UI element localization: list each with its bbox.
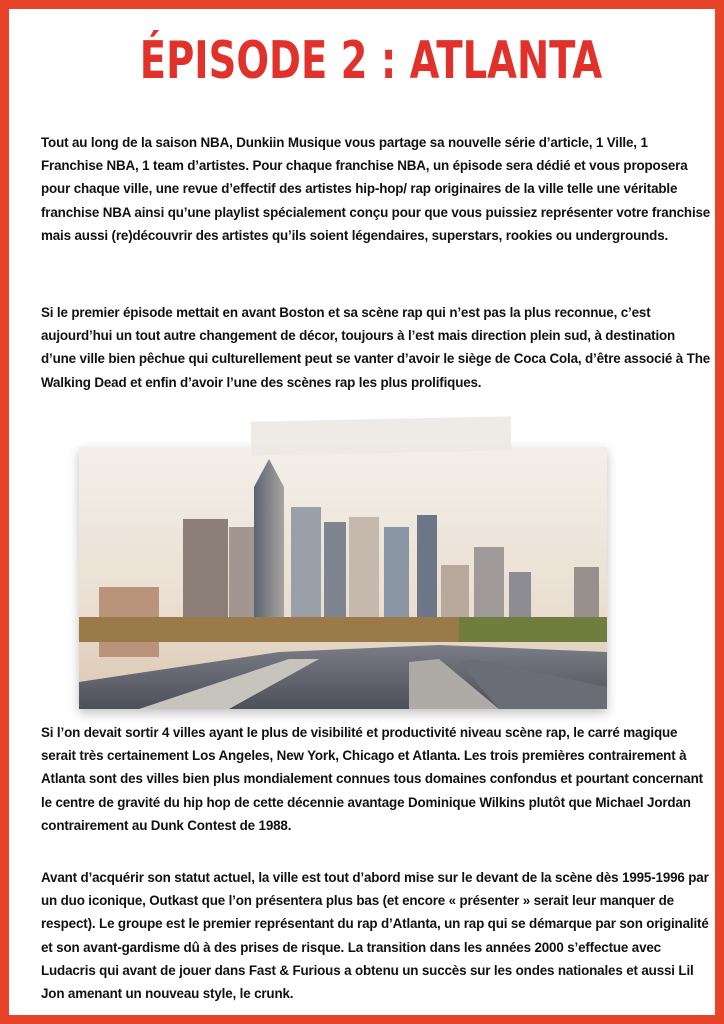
tape-strip: [251, 416, 512, 455]
fourth-paragraph: Avant d’acquérir son statut actuel, la ville est tout d’abord mise sur le devant de la scène dès 1995-1996 par un duo iconique, Outkast que l’on présentera plus bas (et encore « présenter » serait leur manquer de respect). Le groupe est le premier représentant du rap d’Atlanta, un rap qui se démarque par son originalité et son avant-gardisme dû à des prises de risque. La transition dans les années 2000 s’effectue avec Ludacris qui avant de jouer dans Fast & Furious a obtenu un succès sur les ondes nationales et aussi Lil Jon amenant un nouveau style, le crunk.: [41, 870, 709, 1002]
atlanta-skyline-photo: [79, 447, 607, 709]
intro-paragraph: Tout au long de la saison NBA, Dunkiin Musique vous partage sa nouvelle série d’article, 1 Ville, 1 Franchise NBA, 1 team d’artistes. Pour chaque franchise NBA, un épisode sera dédié et vous proposera pour chaque ville, une revue d’effectif des artistes hip-hop/ rap originaires de la ville telle une véritable franchise NBA ainsi qu’une playlist spécialement conçu pour que vous puissiez représenter votre franchise mais aussi (re)découvrir des artistes qu’ils soient légendaires, superstars, rookies ou undergrounds.: [41, 135, 711, 243]
second-paragraph: Si le premier épisode mettait en avant Boston et sa scène rap qui n’est pas la plus reconnue, c’est aujourd’hui un tout autre changement de décor, toujours à l’est mais direction plein sud, à destination d’une ville bien pêchue qui culturellement peut se vanter d’avoir le siège de Coca Cola, d’être associé à The Walking Dead et enfin d’avoir l’une des scènes rap les plus prolifiques.: [41, 305, 711, 390]
third-paragraph: Si l’on devait sortir 4 villes ayant le plus de visibilité et productivité niveau scène rap, le carré magique serait très certainement Los Angeles, New York, Chicago et Atlanta. Les trois premières contrairement à Atlanta sont des villes bien plus mondialement connues tous domaines confondus et pourtant concernant le centre de gravité du hip hop de cette décennie avantage Dominique Wilkins plutôt que Michael Jordan contrairement au Dunk Contest de 1988.: [41, 725, 703, 833]
page-title: ÉPISODE 2 : ATLANTA: [139, 31, 603, 91]
